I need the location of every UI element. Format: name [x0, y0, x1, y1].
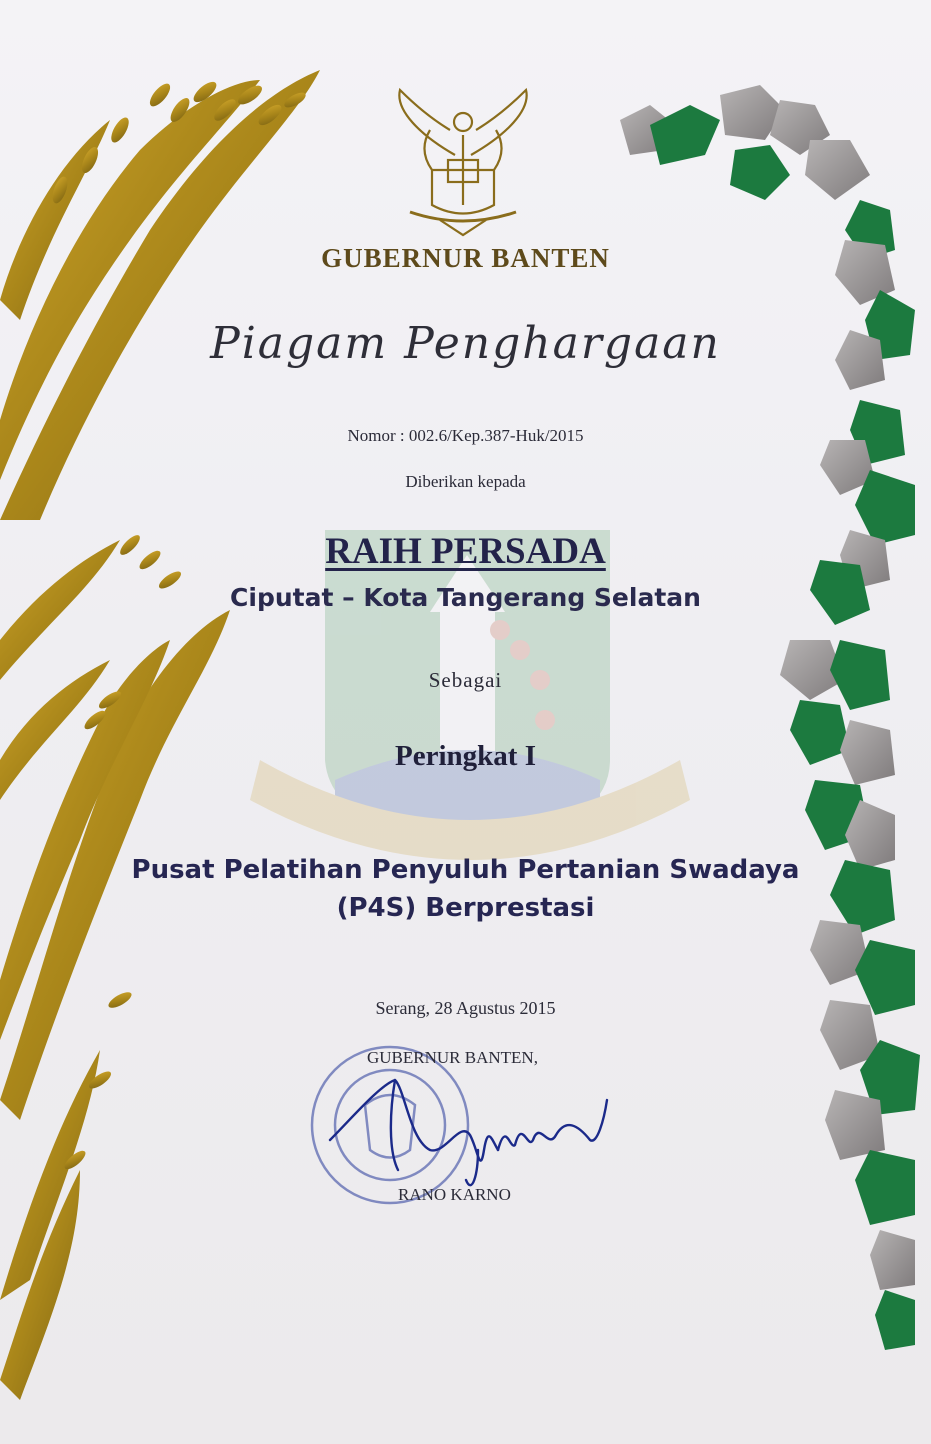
rank: Peringkat I	[395, 740, 536, 772]
issuer-title: GUBERNUR BANTEN	[321, 243, 610, 273]
recipient-location: Ciputat – Kota Tangerang Selatan	[230, 583, 701, 612]
signer-name: RANO KARNO	[398, 1185, 511, 1204]
place-date: Serang, 28 Agustus 2015	[375, 998, 556, 1018]
award-category-line-1: Pusat Pelatihan Penyuluh Pertanian Swadaya	[131, 855, 800, 885]
leaf-border-right	[620, 85, 920, 1350]
given-to-label: Diberikan kepada	[405, 472, 526, 491]
signature	[330, 1080, 607, 1185]
as-label: Sebagai	[428, 668, 503, 692]
signer-title: GUBERNUR BANTEN,	[367, 1048, 538, 1067]
garuda-emblem	[399, 90, 526, 235]
award-category-line-2: (P4S) Berprestasi	[336, 893, 595, 923]
recipient-name: RAIH PERSADA	[325, 531, 606, 572]
certificate-number: Nomor : 002.6/Kep.387-Huk/2015	[347, 426, 584, 445]
banten-emblem-watermark	[250, 530, 690, 860]
certificate-title: Piagam Penghargaan	[210, 318, 721, 369]
